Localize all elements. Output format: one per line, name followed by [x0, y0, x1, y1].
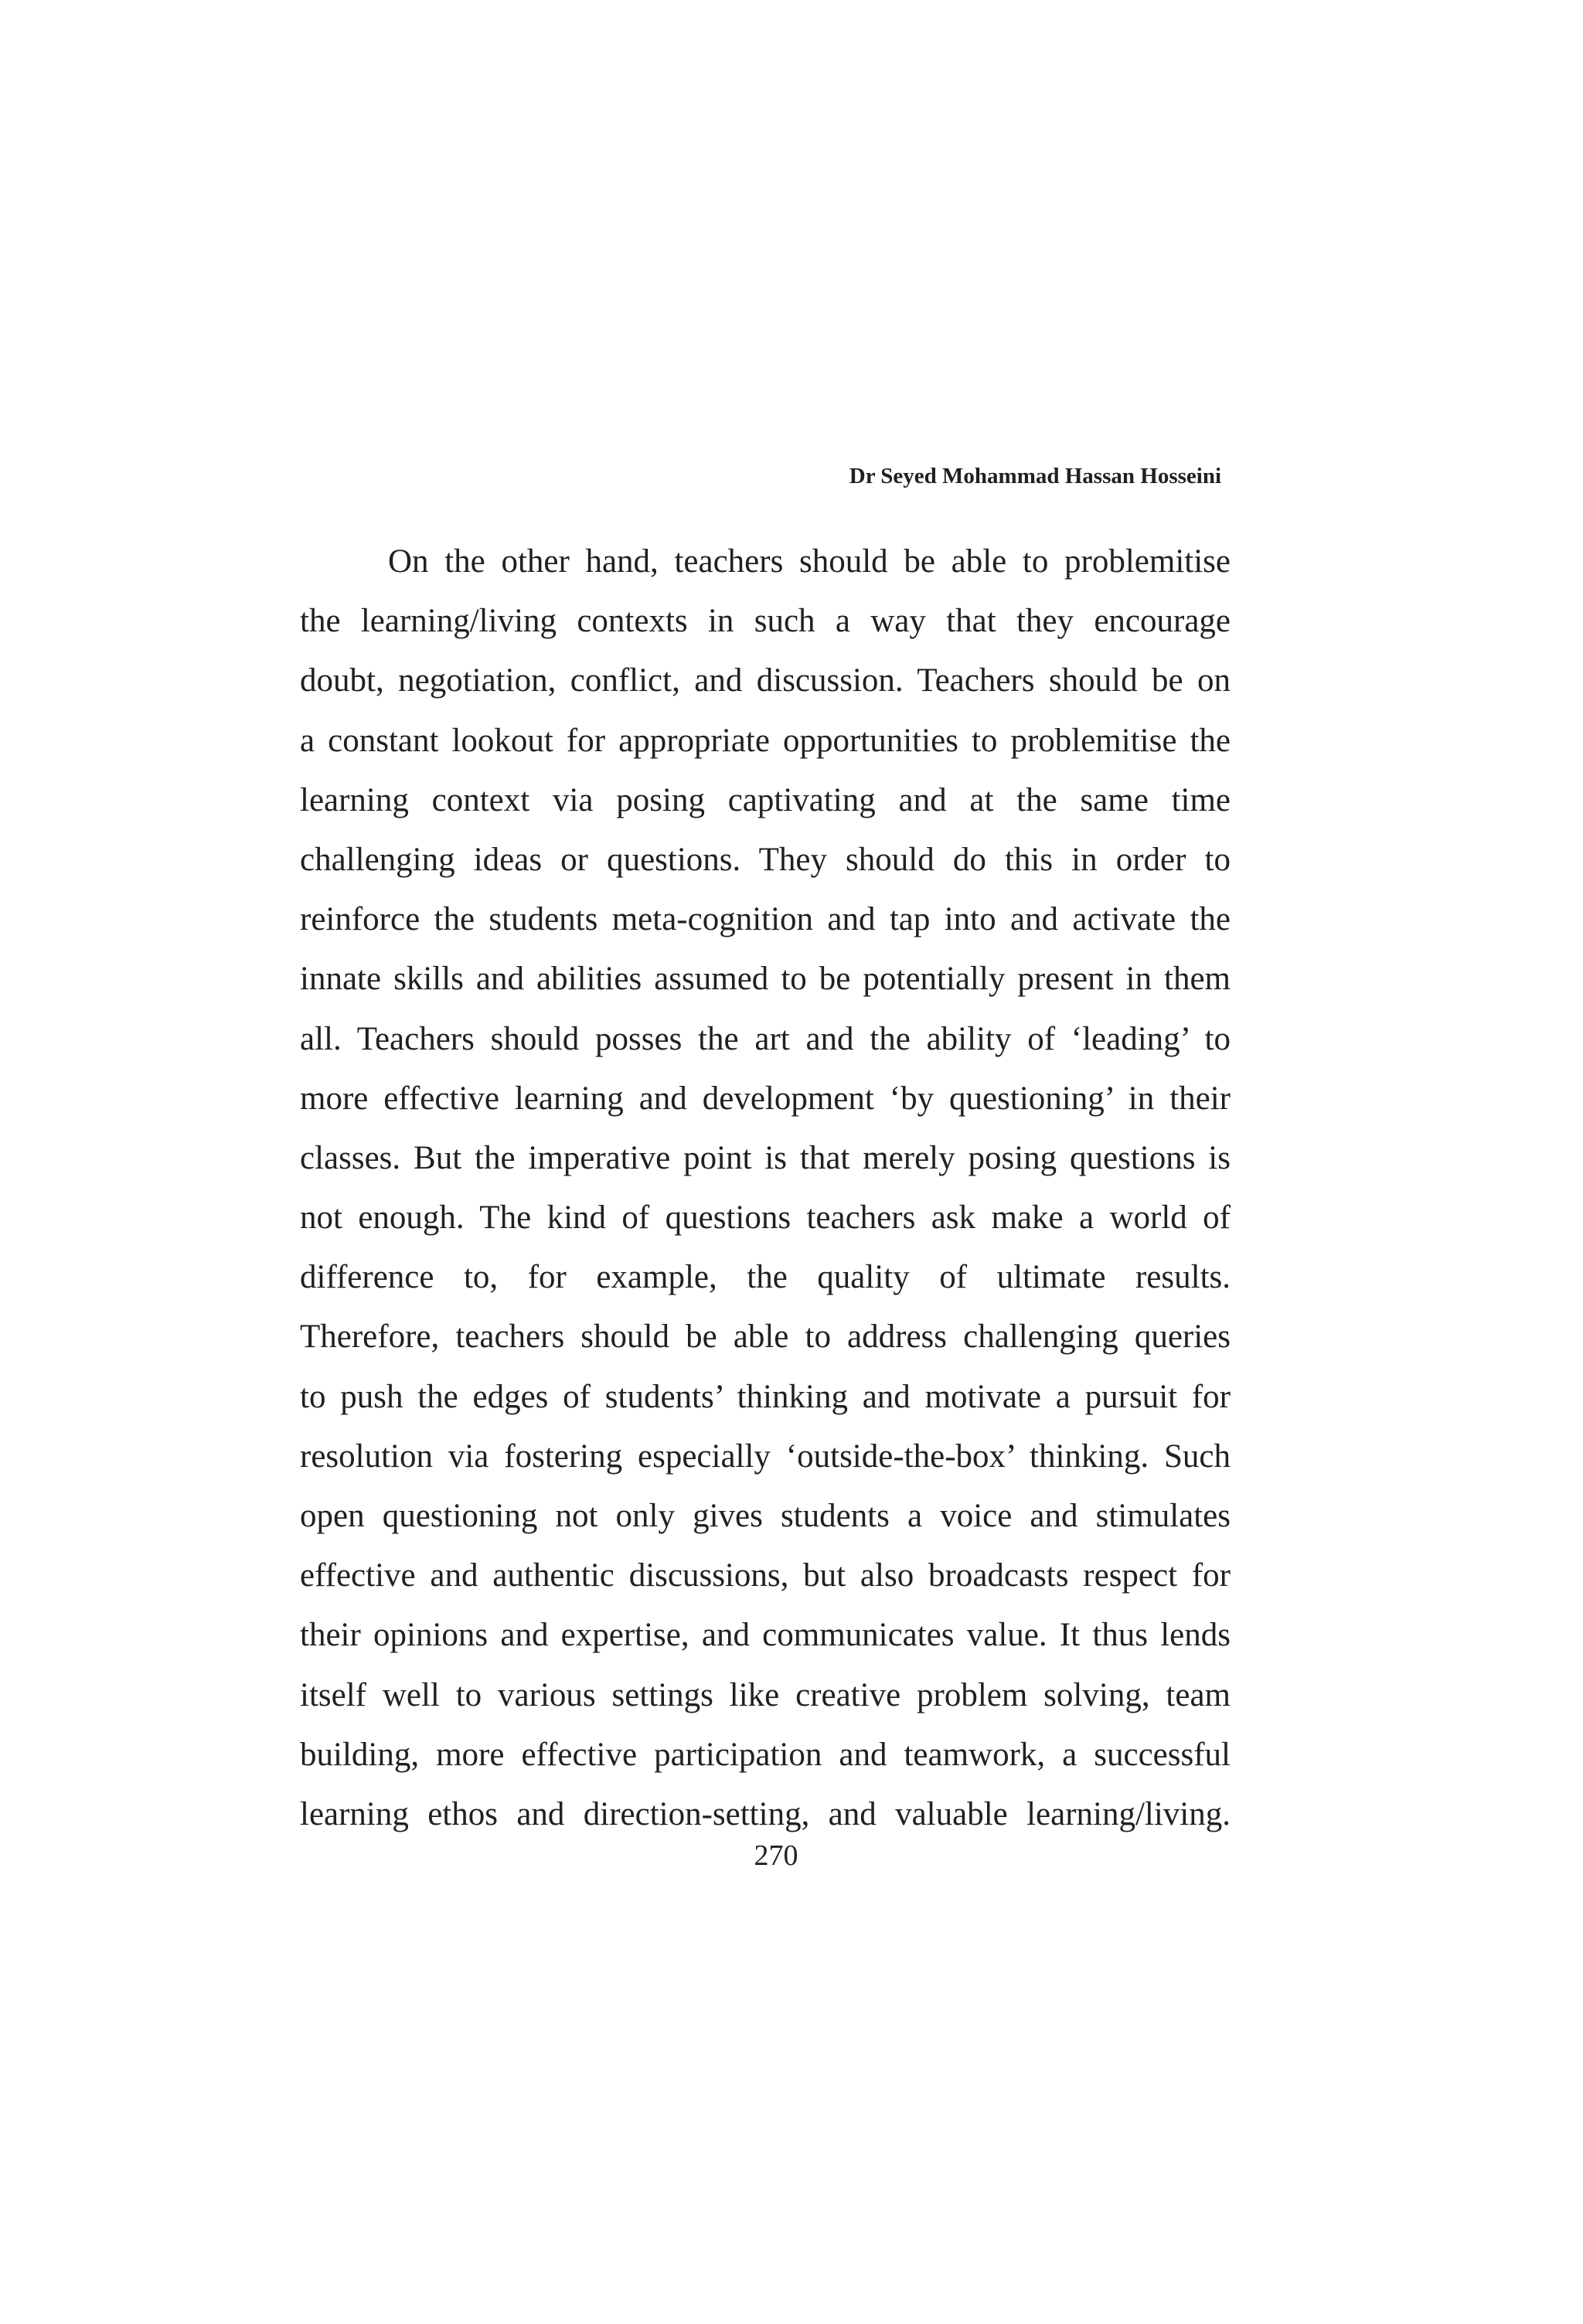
paragraph-line: Therefore, teachers should be able to address challenging queries: [300, 1319, 1231, 1356]
paragraph-line: difference to, for example, the quality of ultimate results.: [300, 1259, 1231, 1296]
paragraph-line: their opinions and expertise, and communicates value. It thus lends: [300, 1617, 1231, 1654]
paragraph-line: more effective learning and development ‘by questioning’ in their: [300, 1080, 1231, 1117]
paragraph-line: classes. But the imperative point is that merely posing questions is: [300, 1139, 1231, 1176]
paragraph-line: learning ethos and direction-setting, and valuable learning/living.: [300, 1795, 1231, 1832]
paragraph-line: itself well to various settings like creative problem solving, team: [300, 1676, 1231, 1713]
paragraph-line: a constant lookout for appropriate opportunities to problemitise the: [300, 722, 1231, 759]
running-header-author: Dr Seyed Mohammad Hassan Hosseini: [849, 464, 1221, 488]
paragraph-line: resolution via fostering especially ‘outside-the-box’ thinking. Such: [300, 1438, 1231, 1475]
paragraph-line: reinforce the students meta-cognition and tap into and activate the: [300, 901, 1231, 938]
paragraph-line: learning context via posing captivating and at the same time: [300, 781, 1231, 818]
paragraph-line: to push the edges of students’ thinking and motivate a pursuit for: [300, 1378, 1231, 1415]
paragraph-line: effective and authentic discussions, but also broadcasts respect for: [300, 1557, 1231, 1594]
paragraph-line: building, more effective participation and teamwork, a successful: [300, 1736, 1231, 1773]
paragraph-line: doubt, negotiation, conflict, and discussion. Teachers should be on: [300, 662, 1231, 699]
body-paragraph: [300, 532, 1231, 1844]
paragraph-line: challenging ideas or questions. They should do this in order to: [300, 841, 1231, 878]
paragraph-line: not enough. The kind of questions teachers ask make a world of: [300, 1199, 1231, 1237]
paragraph-line: On the other hand, teachers should be able to problemitise: [388, 543, 1231, 580]
paragraph-line: all. Teachers should posses the art and the ability of ‘leading’ to: [300, 1020, 1231, 1057]
paragraph-line: innate skills and abilities assumed to be potentially present in them: [300, 961, 1231, 998]
page-number: 270: [754, 1839, 798, 1872]
paragraph-line: the learning/living contexts in such a way that they encourage: [300, 603, 1231, 640]
paragraph-line: open questioning not only gives students a voice and stimulates: [300, 1498, 1231, 1534]
